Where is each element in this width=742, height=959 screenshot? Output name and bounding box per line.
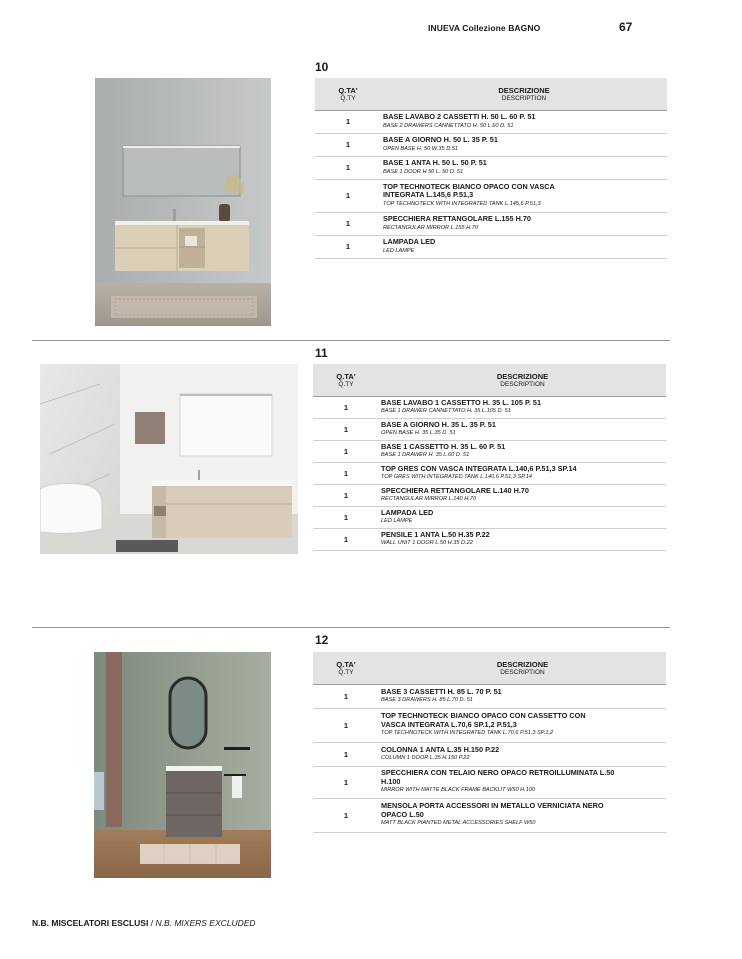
footer-note-it: N.B. MISCELATORI ESCLUSI [32,918,149,928]
footer-note-en: N.B. MIXERS EXCLUDED [155,918,256,928]
qty-cell: 1 [313,484,379,506]
item-description-en: COLUMN 1 DOOR L.35 H.150 P.22 [381,755,470,762]
item-description-en: RECTANGULAR MIRROR L.155 H.70 [383,224,479,231]
item-description: TOP GRES CON VASCA INTEGRATA L.140,6 P.51,3 SP.14 [381,463,577,473]
item-description-en: TOP TECHNOTECK WITH INTEGRATED TANK L.145,6 P.51,3 [383,200,541,207]
bathroom-photo-10 [95,78,271,326]
description-column-header: DESCRIZIONE DESCRIPTION [379,652,666,684]
item-description: BASE 3 CASSETTI H. 85 L. 70 P. 51 [381,686,502,696]
item-description: MENSOLA PORTA ACCESSORI IN METALLO VERNICIATA NERO OPACO L.50 [381,801,604,819]
qty-cell: 1 [313,708,379,742]
qty-cell: 1 [313,396,379,418]
table-row [313,766,666,798]
qty-cell: 1 [315,110,381,133]
qty-cell: 1 [313,418,379,440]
section-divider [32,627,670,628]
section-divider [32,340,670,341]
item-description-en: MATT BLACK PIANTED METAL ACCESSORIES SHELF W50 [381,820,536,827]
table-row [315,156,667,179]
item-description: BASE LAVABO 1 CASSETTO H. 35 L. 105 P. 51 [381,397,542,407]
table-row [313,506,666,528]
item-description: SPECCHIERA RETTANGOLARE L.155 H.70 [383,214,531,223]
item-description-en: TOP GRES WITH INTEGRATED TANK L.140,6 P.51,3 SP.14 [381,474,532,481]
description-column-header: DESCRIZIONE DESCRIPTION [379,364,666,396]
qty-cell: 1 [313,506,379,528]
bathroom-photo-11 [40,364,298,554]
qty-cell: 1 [313,798,379,832]
qty-column-header: Q.TA' Q.TY [315,78,381,110]
table-row [313,798,666,832]
qty-cell: 1 [313,766,379,798]
footer-note [32,918,256,928]
item-description: SPECCHIERA CON TELAIO NERO OPACO RETROILLUMINATA L.50 H.100 [381,768,615,786]
footer-separator: / [148,918,156,928]
item-description: LAMPADA LED [383,237,436,246]
qty-cell: 1 [313,462,379,484]
item-description: SPECCHIERA RETTANGOLARE L.140 H.70 [381,485,529,495]
item-description: BASE 1 CASSETTO H. 35 L. 60 P. 51 [381,441,506,451]
table-row [315,110,667,133]
section-number-12: 12 [315,633,329,647]
item-description-en: OPEN BASE H. 50 W.35 D.51 [383,145,459,152]
item-description-en: LED LAMPE [381,518,413,525]
qty-cell: 1 [313,440,379,462]
item-description-en: MIRROR WITH MATTE BLACK FRAME BACKLIT W50 H.100 [381,787,536,794]
spec-table-12 [313,652,666,833]
qty-column-header: Q.TA' Q.TY [313,364,379,396]
item-description-en: TOP TECHNOTECK WITH INTEGRATED TANK L.70,6 P.51,3 SP.1,2 [381,730,554,737]
table-row [313,708,666,742]
qty-cell: 1 [313,742,379,766]
item-description-en: BASE 3 DRAWERS H. 85 L.70 D. 51 [381,697,473,704]
qty-cell: 1 [313,528,379,550]
item-description: TOP TECHNOTECK BIANCO OPACO CON VASCA INTEGRATA L.145,6 P.51,3 [383,181,555,200]
item-description-en: BASE 1 DOOR H.50 L. 50 D. 51 [383,168,464,175]
description-column-header: DESCRIZIONE DESCRIPTION [381,78,667,110]
spec-table-11 [313,364,666,551]
table-row [313,440,666,462]
table-row [315,212,667,235]
item-description: LAMPADA LED [381,507,434,517]
qty-cell: 1 [313,684,379,708]
item-description: BASE A GIORNO H. 35 L. 35 P. 51 [381,419,496,429]
qty-cell: 1 [315,235,381,258]
section-number-11: 11 [315,346,328,360]
item-description-en: OPEN BASE H. 35 L.35 D. 51 [381,430,456,437]
item-description: COLONNA 1 ANTA L.35 H.150 P.22 [381,744,500,754]
table-row [313,484,666,506]
item-description: BASE 1 ANTA H. 50 L. 50 P. 51 [383,158,487,167]
spec-table-10 [315,78,667,259]
qty-cell: 1 [315,212,381,235]
item-description-en: LED LAMPE [383,247,415,254]
item-description-en: BASE 2 DRAWERS CANNETTATO H. 50 L.60 D. 51 [383,122,514,129]
page-number: 67 [619,20,633,34]
item-description: BASE A GIORNO H. 50 L. 35 P. 51 [383,135,498,144]
section-number-10: 10 [315,60,329,74]
table-row [313,418,666,440]
table-row [313,528,666,550]
item-description-en: WALL UNIT 1 DOOR L.50 H.35 D.22 [381,540,473,547]
bathroom-photo-12 [94,652,271,878]
qty-cell: 1 [315,133,381,156]
table-row [315,235,667,258]
table-row [313,684,666,708]
item-description: BASE LAVABO 2 CASSETTI H. 50 L. 60 P. 51 [383,112,536,121]
item-description-en: RECTANGULAR MIRROR L.140 H.70 [381,496,477,503]
table-row [313,742,666,766]
item-description-en: BASE 1 DRAWER H. 35 L.60 D. 51 [381,452,470,459]
qty-cell: 1 [315,156,381,179]
header-title: INUEVA Collezione BAGNO [428,23,541,33]
table-row [313,396,666,418]
item-description: PENSILE 1 ANTA L.50 H.35 P.22 [381,529,490,539]
item-description: TOP TECHNOTECK BIANCO OPACO CON CASSETTO CON VASCA INTEGRATA L.70,6 SP.1,2 P.51,3 [381,711,586,729]
item-description-en: BASE 1 DRAWER CANNETTATO H. 35 L.105 D. 51 [381,408,511,415]
qty-cell: 1 [315,179,381,212]
qty-column-header: Q.TA' Q.TY [313,652,379,684]
table-row [315,179,667,212]
table-row [315,133,667,156]
table-row [313,462,666,484]
